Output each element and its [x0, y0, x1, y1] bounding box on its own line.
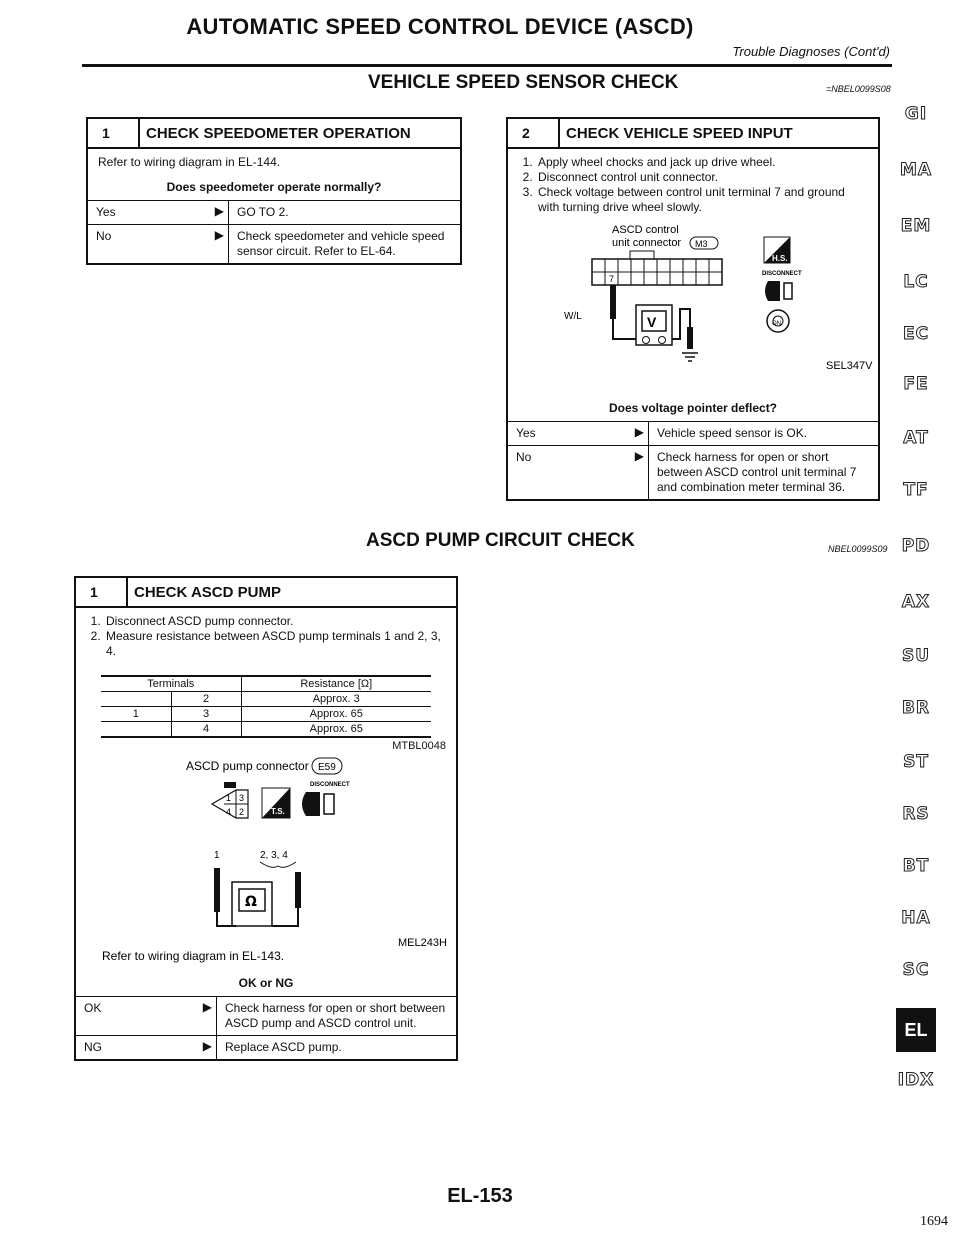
table-header: Terminals — [101, 676, 241, 692]
disconnect-icon — [765, 281, 792, 301]
step-item: 2. Disconnect control unit connector. — [536, 170, 868, 185]
table-cell — [101, 692, 171, 707]
section-title-pump: ASCD PUMP CIRCUIT CHECK — [366, 530, 635, 551]
side-tab-idx[interactable]: IDX — [897, 1070, 935, 1090]
disconnect-label: DISCONNECT — [762, 271, 802, 277]
step-title: CHECK ASCD PUMP — [134, 583, 281, 601]
pin-label: 3 — [239, 793, 245, 803]
side-tab-tf[interactable]: TF — [903, 480, 929, 500]
step-number: 1 — [88, 119, 140, 147]
step-list — [76, 608, 456, 665]
side-tab-pd[interactable]: PD — [901, 536, 931, 556]
probe-label-right: 2, 3, 4 — [260, 850, 288, 861]
side-tab-ec[interactable]: EC — [902, 324, 930, 344]
side-tab-lc[interactable]: LC — [903, 272, 929, 292]
box-check-vehicle-speed-input — [506, 117, 880, 501]
pin-label: 2 — [239, 807, 245, 817]
table-row — [101, 692, 431, 707]
pin-label: 4 — [226, 807, 232, 817]
result-yes-label: Yes — [516, 426, 536, 440]
box-check-ascd-pump — [74, 576, 458, 1061]
step-item: 1. Apply wheel chocks and jack up drive wheel. — [536, 155, 868, 170]
result-no — [88, 224, 460, 263]
step-list — [508, 149, 878, 221]
table-row — [101, 707, 431, 722]
page-title: AUTOMATIC SPEED CONTROL DEVICE (ASCD) — [186, 14, 694, 39]
table-header: Resistance [Ω] — [300, 678, 373, 690]
meter-label: Ω — [245, 894, 257, 910]
arrow-icon: ▶ — [202, 1000, 212, 1014]
side-tab-fe[interactable]: FE — [903, 374, 929, 394]
table-row — [101, 722, 431, 738]
section-ref-vss: =NBEL0099S08 — [826, 84, 891, 94]
side-tab-ha[interactable]: HA — [901, 908, 931, 928]
side-tab-br[interactable]: BR — [901, 698, 931, 718]
result-ok — [76, 996, 456, 1035]
connector-id: E59 — [318, 762, 336, 773]
side-tab-sc[interactable]: SC — [902, 960, 930, 980]
box-check-speedometer — [86, 117, 462, 265]
ohmmeter-icon — [214, 868, 301, 926]
result-ng — [76, 1035, 456, 1059]
figure-code: MEL243H — [398, 937, 447, 949]
step-title: CHECK SPEEDOMETER OPERATION — [146, 124, 411, 142]
result-ng-label: NG — [84, 1040, 102, 1054]
meter-label: V — [647, 314, 657, 330]
result-no-text: Check speedometer and vehicle speed sensor circuit. Refer to EL-64. — [228, 225, 460, 263]
side-tab-bt[interactable]: BT — [902, 856, 930, 876]
voltage-diagram-svg — [508, 221, 878, 397]
step-number: 2 — [508, 119, 560, 147]
hs-label: H.S. — [772, 254, 788, 263]
side-tab-ma[interactable]: MA — [899, 160, 933, 180]
connector-label: unit connector — [612, 237, 682, 249]
resistance-table-wrap — [76, 665, 456, 754]
step-question: Does speedometer operate normally? — [166, 180, 382, 194]
disconnect-icon — [302, 792, 334, 816]
terminal-label: 7 — [609, 274, 615, 284]
wire-label: W/L — [564, 311, 582, 322]
arrow-icon: ▶ — [634, 449, 644, 463]
step-item: 2. Measure resistance between ASCD pump terminals 1 and 2, 3, 4. — [104, 629, 446, 659]
pin-label: 1 — [226, 793, 232, 803]
result-no-label: No — [516, 450, 532, 464]
arrow-icon: ▶ — [214, 228, 224, 242]
result-no — [508, 445, 878, 499]
result-yes-text: Vehicle speed sensor is OK. — [648, 422, 878, 445]
side-tab-em[interactable]: EM — [900, 216, 932, 236]
result-ok-label: OK — [84, 1001, 102, 1015]
result-yes-text: GO TO 2. — [228, 201, 460, 224]
table-cell: 2 — [171, 692, 241, 707]
page-subtitle: Trouble Diagnoses (Cont'd) — [732, 44, 890, 59]
step-question: Does voltage pointer deflect? — [608, 401, 778, 415]
table-code: MTBL0048 — [392, 740, 446, 752]
step-title: CHECK VEHICLE SPEED INPUT — [566, 124, 793, 142]
resistance-table — [101, 675, 431, 738]
side-tab-at[interactable]: AT — [903, 428, 929, 448]
section-ref-pump: NBEL0099S09 — [828, 544, 888, 554]
table-cell: 3 — [171, 707, 241, 722]
table-cell: 4 — [171, 722, 241, 738]
table-cell: Approx. 65 — [309, 708, 363, 720]
ts-label: T.S. — [271, 807, 285, 816]
section-title-vss: VEHICLE SPEED SENSOR CHECK — [368, 72, 679, 93]
arrow-icon: ▶ — [214, 204, 224, 218]
step-text: Refer to wiring diagram in EL-144. — [98, 155, 281, 169]
connector-label: ASCD pump connector — [186, 759, 309, 773]
side-tab-su[interactable]: SU — [901, 646, 931, 666]
step-text: Refer to wiring diagram in EL-143. — [102, 949, 285, 963]
step-item: 1. Disconnect ASCD pump connector. — [104, 614, 446, 629]
page-number: EL-153 — [447, 1185, 513, 1207]
side-tab-rs[interactable]: RS — [902, 804, 930, 824]
result-no-label: No — [96, 229, 112, 243]
resistance-diagram — [76, 754, 456, 972]
ignition-on-label: ON — [772, 321, 781, 327]
step-item: 3. Check voltage between control unit terminal 7 and ground with turning drive wheel slowly. — [536, 185, 868, 215]
disconnect-label: DISCONNECT — [310, 782, 350, 788]
side-tab-ax[interactable]: AX — [901, 592, 931, 612]
table-cell: Approx. 65 — [309, 723, 363, 735]
table-cell: Approx. 3 — [312, 693, 360, 705]
connector-id: M3 — [695, 239, 708, 249]
arrow-icon: ▶ — [202, 1039, 212, 1053]
result-ng-text: Replace ASCD pump. — [216, 1036, 456, 1059]
bracket-icon — [260, 862, 296, 867]
result-ok-text: Check harness for open or short between ASCD pump and ASCD control unit. — [216, 997, 456, 1035]
probe-label-left: 1 — [214, 850, 220, 861]
resistance-diagram-svg — [76, 754, 456, 972]
result-yes — [88, 200, 460, 224]
connector-label: ASCD control — [612, 224, 679, 236]
step-question: OK or NG — [238, 976, 294, 990]
step-number: 1 — [76, 578, 128, 606]
sheet-number: 1694 — [920, 1214, 948, 1229]
arrow-icon: ▶ — [634, 425, 644, 439]
voltage-diagram — [508, 221, 878, 397]
figure-code: SEL347V — [826, 360, 873, 372]
side-tab-el-active[interactable]: EL — [896, 1008, 936, 1052]
side-tab-gi[interactable]: GI — [904, 104, 928, 124]
table-cell — [101, 722, 171, 738]
result-yes — [508, 421, 878, 445]
result-yes-label: Yes — [96, 205, 116, 219]
header-rule — [82, 64, 892, 67]
table-cell: 1 — [132, 708, 139, 720]
result-no-text: Check harness for open or short between ASCD control unit terminal 7 and combination meter terminal 36. — [648, 446, 878, 499]
side-tab-st[interactable]: ST — [903, 752, 929, 772]
